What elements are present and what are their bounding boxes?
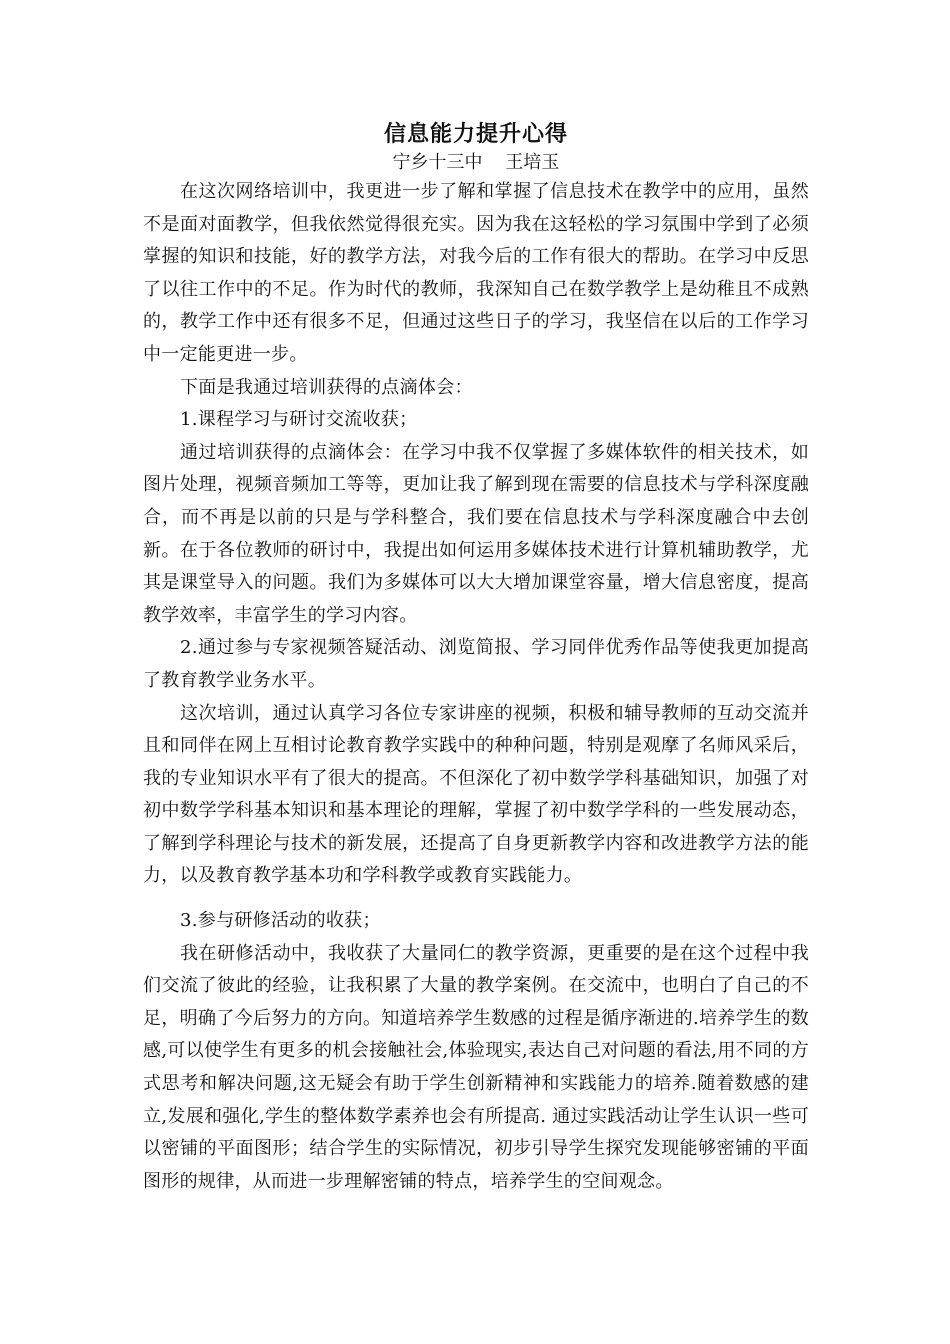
document-body: [143, 116, 809, 1198]
paragraph-intro: 在这次网络培训中，我更进一步了解和掌握了信息技术在教学中的应用，虽然不是面对面教学，但我依然觉得很充实。因为我在这轻松的学习氛围中学到了必须掌握的知识和技能，好的教学方法，对我今后的工作有很大的帮助。在学习中反思了以往工作中的不足。作为时代的教师，我深知自己在数学教学上是幼稚且不成熟的，教学工作中还有很多不足，但通过这些日子的学习，我坚信在以后的工作学习中一定能更进一步。: [143, 181, 809, 365]
paragraph-section-2: 这次培训，通过认真学习各位专家讲座的视频，积极和辅导教师的互动交流并且和同伴在网上互相讨论教育教学实践中的种种问题，特别是观摩了名师风采后，我的专业知识水平有了很大的提高。不但深化了初中数学学科基础知识，加强了对初中数学学科基本知识和基本理论的理解，掌握了初中数学学科的一些发展动态，了解到学科理论与技术的新发展，还提高了自身更新教学内容和改进教学方法的能力，以及教育教学基本功和学科教学或教育实践能力。: [143, 702, 809, 887]
section-heading-3: 3.参与研修活动的收获；: [180, 910, 381, 932]
paragraph-section-3: 我在研修活动中，我收获了大量同仁的教学资源，更重要的是在这个过程中我们交流了彼此的经验，让我积累了大量的教学案例。在交流中，也明白了自己的不足，明确了今后努力的方向。知道培养学生数感的过程是循序渐进的.培养学生的数感,可以使学生有更多的机会接触社会,体验现实,表达自己对问题的看法,用不同的方式思考和解决问题,这无疑会有助于学生创新精神和实践能力的培养.随着数感的建立,发展和强化,学生的整体数学素养也会有所提高. 通过实践活动让学生认识一些可以密铺的平面图形；结合学生的实际情况，初步引导学生探究发现能够密铺的平面图形的规律，从而进一步理解密铺的特点，培养学生的空间观念。: [143, 942, 809, 1192]
section-heading-1: 1.课程学习与研讨交流收获；: [180, 409, 418, 431]
author-line: 宁乡十三中 王培玉: [392, 152, 560, 173]
paragraph-section-1: 通过培训获得的点滴体会：在学习中我不仅掌握了多媒体软件的相关技术，如图片处理，视频音频加工等等，更加让我了解到现在需要的信息技术与学科深度融合，而不再是以前的只是与学科整合，我们要在信息技术与学科深度融合中去创新。在于各位教师的研讨中，我提出如何运用多媒体技术进行计算机辅助教学，尤其是课堂导入的问题。我们为多媒体可以大大增加课堂容量，增大信息密度，提高教学效率，丰富学生的学习内容。: [143, 441, 809, 626]
section-heading-2: 2.通过参与专家视频答疑活动、浏览简报、学习同伴优秀作品等使我更加提高了教育教学业务水平。: [143, 637, 809, 691]
document-title: 信息能力提升心得: [383, 121, 568, 147]
paragraph-lead-in: 下面是我通过培训获得的点滴体会：: [180, 376, 473, 398]
